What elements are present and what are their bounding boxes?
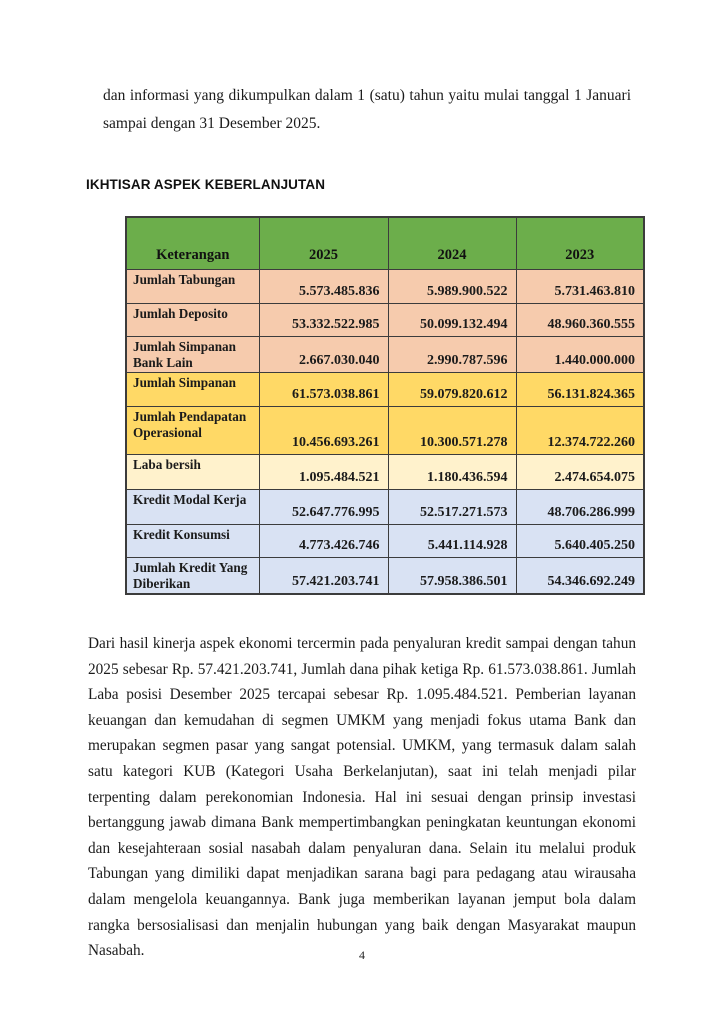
- column-header-keterangan: Keterangan: [126, 217, 259, 270]
- row-value-2025: 53.332.522.985: [259, 304, 388, 337]
- column-header-2023: 2023: [516, 217, 644, 270]
- row-label: Jumlah Simpanan Bank Lain: [126, 337, 259, 373]
- row-label: Jumlah Simpanan: [126, 373, 259, 407]
- intro-paragraph: dan informasi yang dikumpulkan dalam 1 (satu) tahun yaitu mulai tanggal 1 Januari sampai dengan 31 Desember 2025.: [103, 87, 631, 132]
- sustainability-summary-table: [125, 216, 645, 595]
- row-value-2023: 54.346.692.249: [516, 558, 644, 595]
- row-value-2023: 48.960.360.555: [516, 304, 644, 337]
- row-value-2023: 5.731.463.810: [516, 270, 644, 304]
- table-row: [126, 455, 644, 490]
- row-value-2024: 57.958.386.501: [388, 558, 516, 595]
- row-value-2025: 61.573.038.861: [259, 373, 388, 407]
- row-value-2024: 5.989.900.522: [388, 270, 516, 304]
- row-value-2023: 56.131.824.365: [516, 373, 644, 407]
- row-label: Kredit Konsumsi: [126, 525, 259, 558]
- row-value-2025: 2.667.030.040: [259, 337, 388, 373]
- row-label: Jumlah Deposito: [126, 304, 259, 337]
- row-value-2025: 5.573.485.836: [259, 270, 388, 304]
- row-value-2023: 2.474.654.075: [516, 455, 644, 490]
- row-value-2023: 1.440.000.000: [516, 337, 644, 373]
- row-value-2025: 52.647.776.995: [259, 490, 388, 525]
- table-row: [126, 525, 644, 558]
- row-value-2023: 5.640.405.250: [516, 525, 644, 558]
- column-header-2024: 2024: [388, 217, 516, 270]
- row-value-2024: 52.517.271.573: [388, 490, 516, 525]
- row-value-2024: 1.180.436.594: [388, 455, 516, 490]
- column-header-2025: 2025: [259, 217, 388, 270]
- row-label: Kredit Modal Kerja: [126, 490, 259, 525]
- table-row: [126, 373, 644, 407]
- section-heading: IKHTISAR ASPEK KEBERLANJUTAN: [86, 177, 326, 192]
- row-value-2025: 10.456.693.261: [259, 407, 388, 455]
- row-label: Jumlah Kredit Yang Diberikan: [126, 558, 259, 595]
- row-value-2024: 10.300.571.278: [388, 407, 516, 455]
- row-value-2023: 12.374.722.260: [516, 407, 644, 455]
- row-value-2025: 1.095.484.521: [259, 455, 388, 490]
- row-label: Jumlah Pendapatan Operasional: [126, 407, 259, 455]
- table-header-row: [126, 217, 644, 270]
- row-label: Jumlah Tabungan: [126, 270, 259, 304]
- row-value-2024: 59.079.820.612: [388, 373, 516, 407]
- row-value-2023: 48.706.286.999: [516, 490, 644, 525]
- row-value-2024: 50.099.132.494: [388, 304, 516, 337]
- table-row: [126, 407, 644, 455]
- row-value-2025: 4.773.426.746: [259, 525, 388, 558]
- table-row: [126, 270, 644, 304]
- body-paragraph: Dari hasil kinerja aspek ekonomi tercermin pada penyaluran kredit sampai dengan tahun 2025 sebesar Rp. 57.421.203.741, Jumlah dana pihak ketiga Rp. 61.573.038.861. Jumlah Laba posisi Desember 2025 tercapai sebesar Rp. 1.095.484.521. Pemberian layanan keuangan dan kemudahan di segmen UMKM yang menjadi fokus utama Bank dan merupakan segmen pasar yang sangat potensial. UMKM, yang termasuk dalam salah satu kategori KUB (Kategori Usaha Berkelanjutan), saat ini telah menjadi pilar terpenting dalam perekonomian Indonesia. Hal ini sesuai dengan prinsip investasi bertanggung jawab dimana Bank mempertimbangkan peningkatan keuntungan ekonomi dan kesejahteraan sosial nasabah dalam penyaluran dana. Selain itu melalui produk Tabungan yang dimiliki dapat menjadikan sarana bagi para pedagang atau wirausaha dalam mengelola keuangannya. Bank juga memberikan layanan jemput bola dalam rangka bersosialisasi dan menjalin hubungan yang baik dengan Masyarakat maupun Nasabah.: [88, 635, 636, 960]
- table-row: [126, 558, 644, 595]
- row-value-2024: 2.990.787.596: [388, 337, 516, 373]
- page-number: 4: [359, 948, 365, 962]
- row-label: Laba bersih: [126, 455, 259, 490]
- table-row: [126, 490, 644, 525]
- table-row: [126, 337, 644, 373]
- row-value-2024: 5.441.114.928: [388, 525, 516, 558]
- table-row: [126, 304, 644, 337]
- row-value-2025: 57.421.203.741: [259, 558, 388, 595]
